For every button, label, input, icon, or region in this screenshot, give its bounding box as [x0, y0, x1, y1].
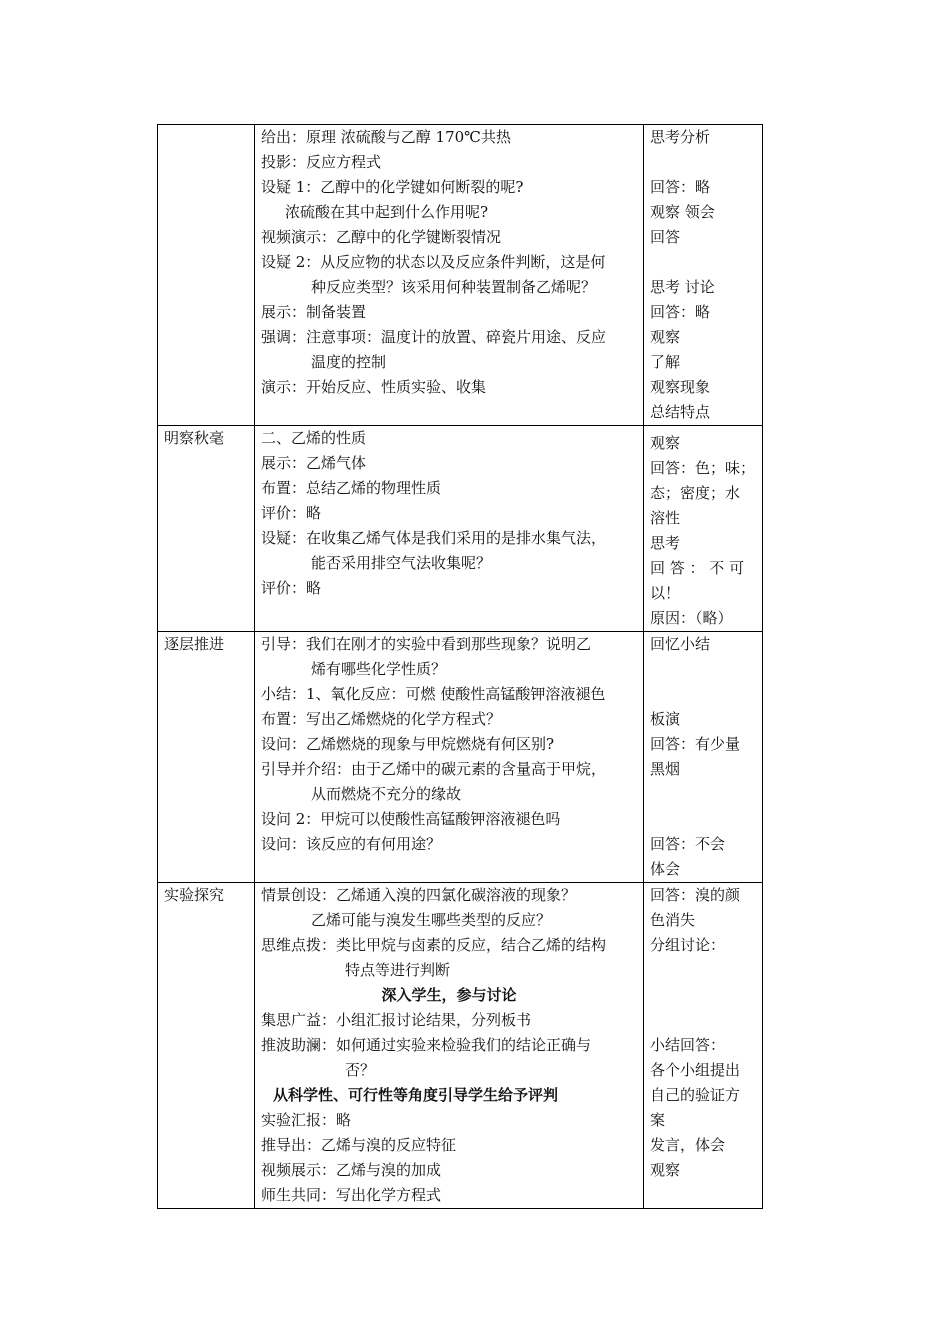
text-line: 视频演示：乙醇中的化学键断裂情况 — [261, 228, 502, 246]
stage-cell — [158, 125, 255, 426]
text-line: 布置：总结乙烯的物理性质 — [261, 479, 442, 497]
text-line: 观察现象 — [650, 378, 711, 396]
blank-line — [650, 782, 756, 807]
text-line: 特点等进行判断 — [345, 961, 451, 979]
text-line: 了解 — [650, 353, 681, 371]
text-line: 观察 领会 — [650, 203, 715, 221]
blank-line — [650, 958, 756, 983]
text-line: 总结特点 — [650, 403, 711, 421]
text-line: 色消失 — [650, 911, 696, 929]
text-line: 浓硫酸在其中起到什么作用呢? — [285, 203, 489, 221]
text-line: 设问：乙烯燃烧的现象与甲烷燃烧有何区别? — [261, 735, 555, 753]
text-line: 思考 — [650, 534, 681, 552]
teacher-activity-cell — [255, 632, 644, 883]
lesson-table — [157, 124, 763, 1209]
text-line: 评价：略 — [261, 504, 322, 522]
table-row — [158, 426, 763, 632]
text-line: 观察 — [650, 434, 681, 452]
text-line: 案 — [650, 1111, 666, 1129]
text-line: 思维点拨：类比甲烷与卤素的反应，结合乙烯的结构 — [261, 936, 607, 954]
text-line: 展示：制备装置 — [261, 303, 367, 321]
text-line: 投影：反应方程式 — [261, 153, 382, 171]
text-line: 给出：原理 浓硫酸与乙醇 170℃共热 — [261, 128, 511, 146]
blank-line — [650, 807, 756, 832]
text-line: 推导出：乙烯与溴的反应特征 — [261, 1136, 457, 1154]
student-activity-cell — [644, 426, 763, 632]
blank-line — [650, 682, 756, 707]
text-line: 回忆小结 — [650, 635, 711, 653]
blank-line — [650, 250, 756, 275]
text-line: 小结回答： — [650, 1036, 726, 1054]
table-row — [158, 883, 763, 1209]
text-line: 观察 — [650, 328, 681, 346]
text-line: 引导并介绍：由于乙烯中的碳元素的含量高于甲烷， — [261, 760, 607, 778]
text-line: 原因：（略） — [650, 609, 733, 627]
text-line: 设问：该反应的有何用途？ — [261, 835, 442, 853]
table-row — [158, 125, 763, 426]
text-line: 设疑 2：从反应物的状态以及反应条件判断，这是何 — [261, 253, 606, 271]
text-line: 回答：略 — [650, 303, 711, 321]
text-line: 体会 — [650, 860, 681, 878]
text-line: 回答：色；味； — [650, 459, 756, 477]
text-line: 设疑 1：乙醇中的化学键如何断裂的呢? — [261, 178, 524, 196]
text-line: 思考分析 — [650, 128, 711, 146]
student-activity-cell — [644, 632, 763, 883]
text-line: 发言，体会 — [650, 1136, 726, 1154]
text-line: 评价：略 — [261, 579, 322, 597]
text-line: 烯有哪些化学性质？ — [311, 660, 447, 678]
text-line: 设疑：在收集乙烯气体是我们采用的是排水集气法， — [261, 529, 607, 547]
teacher-activity-cell — [255, 426, 644, 632]
text-line: 布置：写出乙烯燃烧的化学方程式？ — [261, 710, 502, 728]
table-row — [158, 632, 763, 883]
text-line: 回 答 ： 不 可 — [650, 559, 745, 577]
text-line: 从而燃烧不充分的缘故 — [311, 785, 462, 803]
text-line: 能否采用排空气法收集呢？ — [311, 554, 492, 572]
text-line: 视频展示：乙烯与溴的加成 — [261, 1161, 442, 1179]
text-line: 回答：溴的颜 — [650, 886, 741, 904]
bold-heading: 从科学性、可行性等角度引导学生给予评判 — [273, 1086, 559, 1104]
text-line: 以！ — [650, 584, 681, 602]
text-line: 溶性 — [650, 509, 681, 527]
stage-cell: 明察秋毫 — [158, 426, 255, 632]
text-line: 乙烯可能与溴发生哪些类型的反应？ — [311, 911, 552, 929]
text-line: 小结：1、氧化反应：可燃 使酸性高锰酸钾溶液褪色 — [261, 685, 606, 703]
blank-line — [650, 983, 756, 1008]
text-line: 演示：开始反应、性质实验、收集 — [261, 378, 487, 396]
bold-heading: 深入学生，参与讨论 — [381, 986, 517, 1004]
student-activity-cell — [644, 125, 763, 426]
text-line: 自己的验证方 — [650, 1086, 741, 1104]
text-line: 强调：注意事项：温度计的放置、碎瓷片用途、反应 — [261, 328, 607, 346]
text-line: 回答：不会 — [650, 835, 726, 853]
blank-line — [261, 857, 637, 882]
text-line: 思考 讨论 — [650, 278, 715, 296]
text-line: 板演 — [650, 710, 681, 728]
stage-cell: 实验探究 — [158, 883, 255, 1209]
stage-cell: 逐层推进 — [158, 632, 255, 883]
text-line: 回答：略 — [650, 178, 711, 196]
blank-line — [650, 1008, 756, 1033]
teacher-activity-cell — [255, 883, 644, 1209]
text-line: 实验汇报：略 — [261, 1111, 352, 1129]
text-line: 推波助澜：如何通过实验来检验我们的结论正确与 — [261, 1036, 592, 1054]
text-line: 回答：有少量 — [650, 735, 741, 753]
teacher-activity-cell — [255, 125, 644, 426]
text-line: 展示：乙烯气体 — [261, 454, 367, 472]
text-line: 设问 2：甲烷可以使酸性高锰酸钾溶液褪色吗 — [261, 810, 561, 828]
text-line: 集思广益：小组汇报讨论结果，分列板书 — [261, 1011, 532, 1029]
text-line: 否？ — [345, 1061, 376, 1079]
text-line: 二、乙烯的性质 — [261, 429, 367, 447]
student-activity-cell — [644, 883, 763, 1209]
text-line: 态；密度；水 — [650, 484, 741, 502]
blank-line — [650, 150, 756, 175]
text-line: 师生共同：写出化学方程式 — [261, 1186, 442, 1204]
text-line: 回答 — [650, 228, 681, 246]
text-line: 观察 — [650, 1161, 681, 1179]
text-line: 各个小组提出 — [650, 1061, 741, 1079]
text-line: 黑烟 — [650, 760, 681, 778]
text-line: 分组讨论： — [650, 936, 726, 954]
text-line: 温度的控制 — [311, 353, 387, 371]
blank-line — [650, 657, 756, 682]
text-line: 种反应类型？该采用何种装置制备乙烯呢？ — [311, 278, 597, 296]
text-line: 情景创设：乙烯通入溴的四氯化碳溶液的现象？ — [261, 886, 577, 904]
text-line: 引导：我们在刚才的实验中看到那些现象？说明乙 — [261, 635, 592, 653]
